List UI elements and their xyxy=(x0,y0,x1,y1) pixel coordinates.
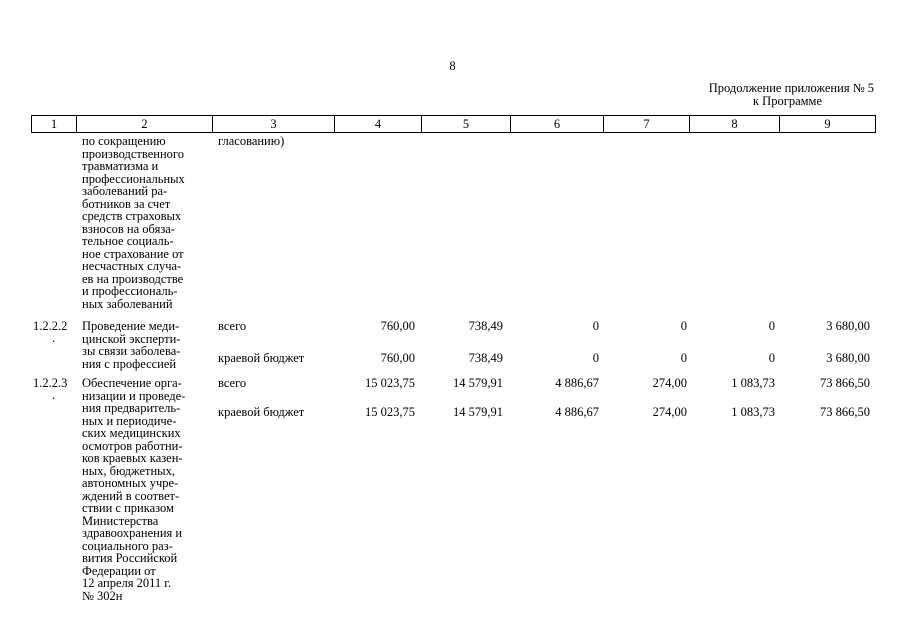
header-col-3: 3 xyxy=(213,116,335,132)
header-col-1: 1 xyxy=(32,116,77,132)
header-col-2: 2 xyxy=(77,116,213,132)
value-cell-col9: 3 680,00 xyxy=(826,351,870,365)
value-cell-col7: 0 xyxy=(680,319,687,333)
name-line: несчастных случа- xyxy=(82,259,182,273)
row-name xyxy=(82,377,212,602)
name-line: профессиональных xyxy=(82,171,185,186)
value-cell-col4: 15 023,75 xyxy=(365,376,415,390)
name-line: Федерации от xyxy=(82,563,156,578)
value-cell-col6: 0 xyxy=(592,351,599,365)
row-name xyxy=(82,320,212,370)
source-cell: всего xyxy=(218,319,247,333)
value-cell-col8: 0 xyxy=(768,351,775,365)
value-cell-col5: 738,49 xyxy=(468,351,503,365)
value-cell-col4: 760,00 xyxy=(380,351,415,365)
continuation-line-2: к Программе xyxy=(752,94,822,108)
name-line: осмотров работни- xyxy=(82,438,183,453)
name-line: ждений в соответ- xyxy=(82,488,180,503)
name-line: по сокращению xyxy=(82,134,166,148)
value-cell-col5: 14 579,91 xyxy=(453,405,503,419)
value-cell-col9: 73 866,50 xyxy=(820,405,870,419)
name-line: № 302н xyxy=(82,588,123,603)
value-cell-col7: 0 xyxy=(680,351,687,365)
value-cell-col4: 760,00 xyxy=(380,319,415,333)
name-line: зы связи заболева- xyxy=(82,344,181,358)
source-cell: краевой бюджет xyxy=(218,351,305,365)
source-cell: краевой бюджет xyxy=(218,405,305,419)
header-col-9: 9 xyxy=(824,117,831,131)
name-line: ния с профессией xyxy=(82,356,177,371)
row-code: 1.2.2.3 xyxy=(33,376,68,390)
value-cell-col5: 14 579,91 xyxy=(453,376,503,390)
name-line: травматизма и xyxy=(82,159,159,173)
name-line: и профессиональ- xyxy=(82,284,178,298)
source-cell: всего xyxy=(218,376,247,390)
name-line: тельное социаль- xyxy=(82,234,174,248)
continued-row-name xyxy=(82,135,212,310)
value-cell-col4: 15 023,75 xyxy=(365,405,415,419)
value-cell-col9: 3 680,00 xyxy=(826,319,870,333)
header-col-6: 6 xyxy=(511,116,604,132)
continued-row-source: гласованию) xyxy=(218,134,285,148)
name-line: здравоохранения и xyxy=(82,526,183,540)
name-line: низации и проведе- xyxy=(82,388,186,403)
name-line: ных, бюджетных, xyxy=(82,463,175,478)
name-line: цинской эксперти- xyxy=(82,331,181,346)
value-cell-col8: 1 083,73 xyxy=(731,405,775,419)
name-line: вития Российской xyxy=(82,551,178,565)
name-line: ботников за счет xyxy=(82,196,171,211)
value-cell-col9: 73 866,50 xyxy=(820,376,870,390)
name-line: взносов на обяза- xyxy=(82,221,175,236)
header-col-8: 8 xyxy=(690,116,780,132)
name-line: Обеспечение орга- xyxy=(82,376,182,390)
name-line: ствии с приказом xyxy=(82,501,174,515)
name-line: ных заболеваний xyxy=(82,296,173,311)
name-line: социального раз- xyxy=(82,538,173,553)
row-code-dot: . xyxy=(52,388,56,402)
continuation-line-1: Продолжение приложения № 5 xyxy=(708,81,874,95)
row-code-dot: . xyxy=(52,331,56,345)
value-cell-col6: 0 xyxy=(592,319,599,333)
name-line: ное страхование от xyxy=(82,246,184,261)
name-line: ных и периодиче- xyxy=(82,413,177,428)
table-header-row xyxy=(31,115,876,133)
name-line: производственного xyxy=(82,146,184,161)
value-cell-col8: 1 083,73 xyxy=(731,376,775,390)
value-cell-col6: 4 886,67 xyxy=(555,405,599,419)
name-line: ков краевых казен- xyxy=(82,451,183,465)
name-line: автономных учре- xyxy=(82,476,179,490)
value-cell-col5: 738,49 xyxy=(468,319,503,333)
header-col-7: 7 xyxy=(604,116,690,132)
continuation-note xyxy=(709,82,874,108)
name-line: ния предваритель- xyxy=(82,401,181,415)
value-cell-col6: 4 886,67 xyxy=(555,376,599,390)
name-line: Проведение меди- xyxy=(82,319,180,333)
name-line: ев на производстве xyxy=(82,271,184,286)
name-line: Министерства xyxy=(82,513,159,528)
header-col-4: 4 xyxy=(335,116,422,132)
value-cell-col7: 274,00 xyxy=(652,405,687,419)
name-line: заболеваний ра- xyxy=(82,184,168,198)
header-col-5: 5 xyxy=(422,116,511,132)
page-number: 8 xyxy=(449,59,456,73)
name-line: средств страховых xyxy=(82,209,182,223)
name-line: ских медицинских xyxy=(82,426,181,440)
name-line: 12 апреля 2011 г. xyxy=(82,576,172,590)
value-cell-col8: 0 xyxy=(768,319,775,333)
row-code: 1.2.2.2 xyxy=(33,319,68,333)
value-cell-col7: 274,00 xyxy=(652,376,687,390)
